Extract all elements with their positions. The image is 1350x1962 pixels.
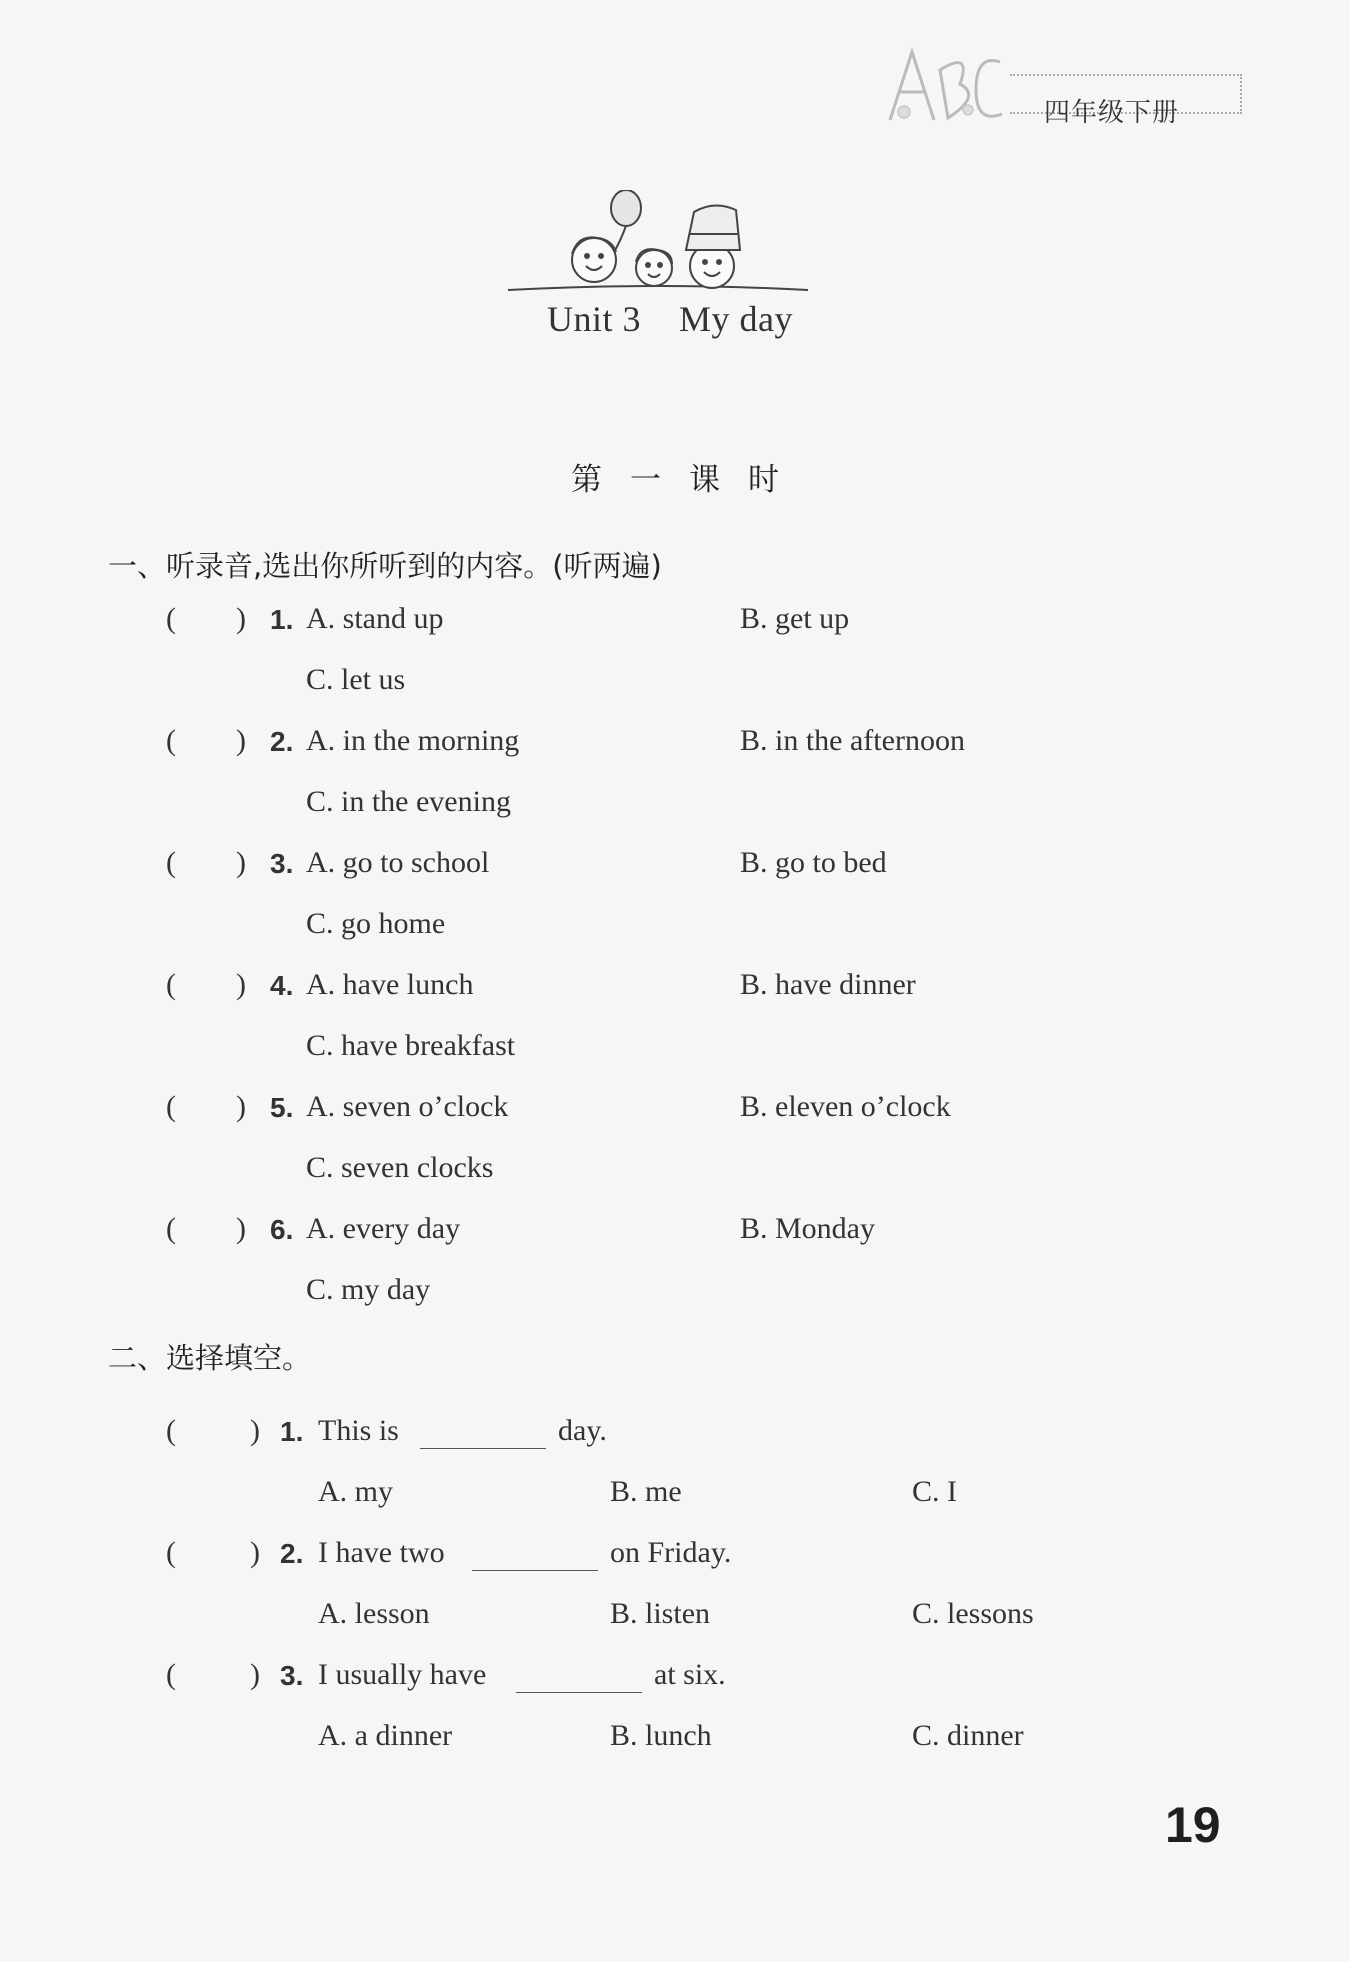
question-number: 1. — [280, 1416, 304, 1447]
option-c: C. in the evening — [306, 785, 511, 818]
answer-paren-close: ) — [250, 1536, 260, 1569]
answer-paren-open[interactable]: ( — [166, 1090, 176, 1123]
answer-paren-open[interactable]: ( — [166, 968, 176, 1001]
question-number: 1. — [270, 604, 294, 635]
option-b: B. have dinner — [740, 968, 916, 1001]
option-a: A. every day — [306, 1212, 461, 1245]
question-number: 6. — [270, 1214, 294, 1245]
option-b: B. me — [610, 1475, 682, 1508]
answer-blank[interactable] — [420, 1448, 546, 1449]
answer-paren-close: ) — [236, 846, 246, 879]
question-number: 2. — [280, 1538, 304, 1569]
listening-question — [0, 846, 1350, 956]
option-b: B. eleven o’clock — [740, 1090, 951, 1123]
option-c: C. go home — [306, 907, 446, 940]
option-a: A. seven o’clock — [306, 1090, 509, 1123]
section-1-heading: 一、听录音,选出你所听到的内容。(听两遍) — [108, 549, 662, 583]
option-b: B. lunch — [610, 1719, 712, 1752]
answer-blank[interactable] — [472, 1570, 598, 1571]
question-number: 3. — [270, 848, 294, 879]
answer-paren-close: ) — [236, 968, 246, 1001]
brand-logo-icon — [880, 40, 1010, 135]
option-c: C. I — [912, 1475, 957, 1508]
option-c: C. dinner — [912, 1719, 1024, 1752]
section-2-heading: 二、选择填空。 — [108, 1341, 312, 1375]
fill-blank-question — [0, 1658, 1350, 1768]
listening-question — [0, 1212, 1350, 1322]
page-number: 19 — [1165, 1797, 1221, 1853]
listening-question — [0, 724, 1350, 834]
listening-question — [0, 602, 1350, 712]
question-text-before: I usually have — [318, 1658, 487, 1691]
option-b: B. in the afternoon — [740, 724, 965, 757]
grade-label: 四年级下册 — [1044, 98, 1180, 128]
unit-title: Unit 3 My day — [547, 299, 793, 339]
answer-paren-close: ) — [236, 1090, 246, 1123]
answer-paren-open[interactable]: ( — [166, 846, 176, 879]
listening-question — [0, 1090, 1350, 1200]
answer-paren-open[interactable]: ( — [166, 1414, 176, 1447]
answer-blank[interactable] — [516, 1692, 642, 1693]
option-c: C. lessons — [912, 1597, 1034, 1630]
answer-paren-open[interactable]: ( — [166, 1658, 176, 1691]
question-text-before: This is — [318, 1414, 399, 1447]
option-a: A. a dinner — [318, 1719, 453, 1752]
answer-paren-open[interactable]: ( — [166, 1212, 176, 1245]
question-text-before: I have two — [318, 1536, 445, 1569]
option-a: A. lesson — [318, 1597, 430, 1630]
option-c: C. seven clocks — [306, 1151, 494, 1184]
question-number: 5. — [270, 1092, 294, 1123]
listening-question — [0, 968, 1350, 1078]
option-c: C. my day — [306, 1273, 431, 1306]
option-b: B. go to bed — [740, 846, 887, 879]
fill-blank-question — [0, 1536, 1350, 1646]
question-number: 3. — [280, 1660, 304, 1691]
answer-paren-open[interactable]: ( — [166, 724, 176, 757]
option-b: B. Monday — [740, 1212, 875, 1245]
option-a: A. my — [318, 1475, 393, 1508]
answer-paren-open[interactable]: ( — [166, 602, 176, 635]
answer-paren-close: ) — [250, 1414, 260, 1447]
answer-paren-close: ) — [236, 602, 246, 635]
question-text-after: at six. — [654, 1658, 726, 1691]
kids-illustration — [508, 190, 808, 305]
option-b: B. listen — [610, 1597, 711, 1630]
question-number: 4. — [270, 970, 294, 1001]
answer-paren-close: ) — [250, 1658, 260, 1691]
option-c: C. have breakfast — [306, 1029, 516, 1062]
option-a: A. go to school — [306, 846, 490, 879]
answer-paren-close: ) — [236, 724, 246, 757]
option-b: B. get up — [740, 602, 850, 635]
option-a: A. in the morning — [306, 724, 520, 757]
question-text-after: on Friday. — [610, 1536, 732, 1569]
option-c: C. let us — [306, 663, 406, 696]
answer-paren-close: ) — [236, 1212, 246, 1245]
lesson-title: 第一课时 — [571, 462, 807, 498]
question-number: 2. — [270, 726, 294, 757]
option-a: A. stand up — [306, 602, 444, 635]
answer-paren-open[interactable]: ( — [166, 1536, 176, 1569]
option-a: A. have lunch — [306, 968, 474, 1001]
question-text-after: day. — [558, 1414, 607, 1447]
fill-blank-question — [0, 1414, 1350, 1524]
